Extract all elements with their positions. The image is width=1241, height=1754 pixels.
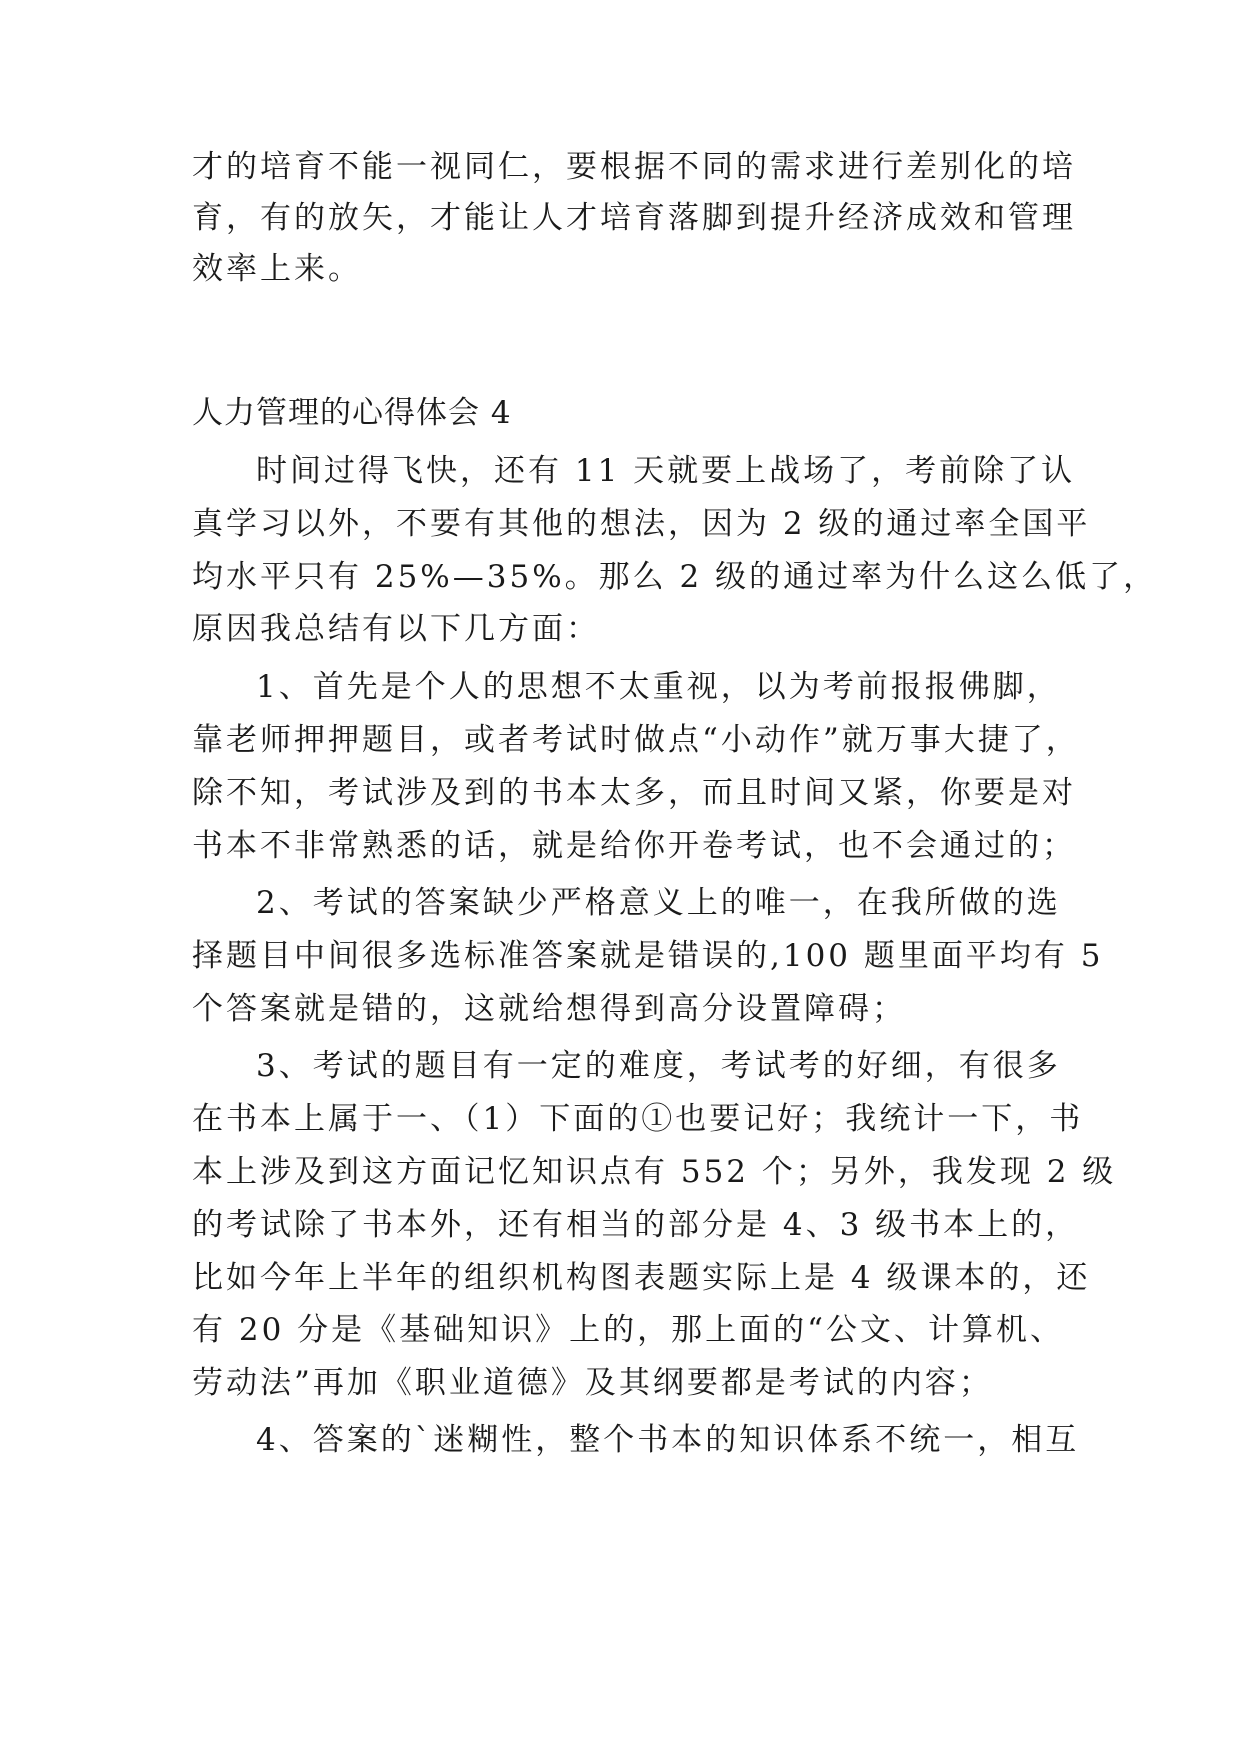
- text-line: 均水平只有 25%—35%。那么 2 级的通过率为什么这么低了，: [192, 559, 1158, 595]
- text-line: 在书本上属于一、（1）下面的①也要记好；我统计一下，书: [192, 1101, 1084, 1137]
- text-line: 本上涉及到这方面记忆知识点有 552 个；另外，我发现 2 级: [192, 1154, 1117, 1190]
- text-line: 择题目中间很多选标准答案就是错误的,100 题里面平均有 5: [192, 938, 1104, 974]
- text-line: 原因我总结有以下几方面：: [192, 611, 600, 647]
- text-line: 4、答案的`迷糊性，整个书本的知识体系不统一，相互: [256, 1422, 1080, 1458]
- text-line: 3、考试的题目有一定的难度，考试考的好细，有很多: [256, 1048, 1061, 1084]
- text-line: 靠老师押押题目，或者考试时做点“小动作”就万事大捷了，: [192, 722, 1080, 758]
- text-line: 效率上来。: [192, 251, 362, 287]
- text-line: 时间过得飞快，还有 11 天就要上战场了，考前除了认: [256, 453, 1076, 489]
- text-line: 劳动法”再加《职业道德》及其纲要都是考试的内容；: [192, 1365, 993, 1401]
- text-line: 才的培育不能一视同仁，要根据不同的需求进行差别化的培: [192, 149, 1076, 185]
- text-line: 1、首先是个人的思想不太重视，以为考前报报佛脚，: [256, 669, 1061, 705]
- text-line: 比如今年上半年的组织机构图表题实际上是 4 级课本的，还: [192, 1260, 1091, 1296]
- text-line: 除不知，考试涉及到的书本太多，而且时间又紧，你要是对: [192, 775, 1076, 811]
- text-line: 个答案就是错的，这就给想得到高分设置障碍；: [192, 991, 906, 1027]
- text-line: 书本不非常熟悉的话，就是给你开卷考试，也不会通过的；: [192, 828, 1076, 864]
- text-line: 有 20 分是《基础知识》上的，那上面的“公文、计算机、: [192, 1312, 1064, 1348]
- text-line: 真学习以外，不要有其他的想法，因为 2 级的通过率全国平: [192, 506, 1091, 542]
- text-line: 育，有的放矢，才能让人才培育落脚到提升经济成效和管理: [192, 200, 1076, 236]
- text-line: 2、考试的答案缺少严格意义上的唯一，在我所做的选: [256, 885, 1061, 921]
- section-heading: 人力管理的心得体会 4: [192, 395, 512, 431]
- text-line: 的考试除了书本外，还有相当的部分是 4、3 级书本上的，: [192, 1207, 1080, 1243]
